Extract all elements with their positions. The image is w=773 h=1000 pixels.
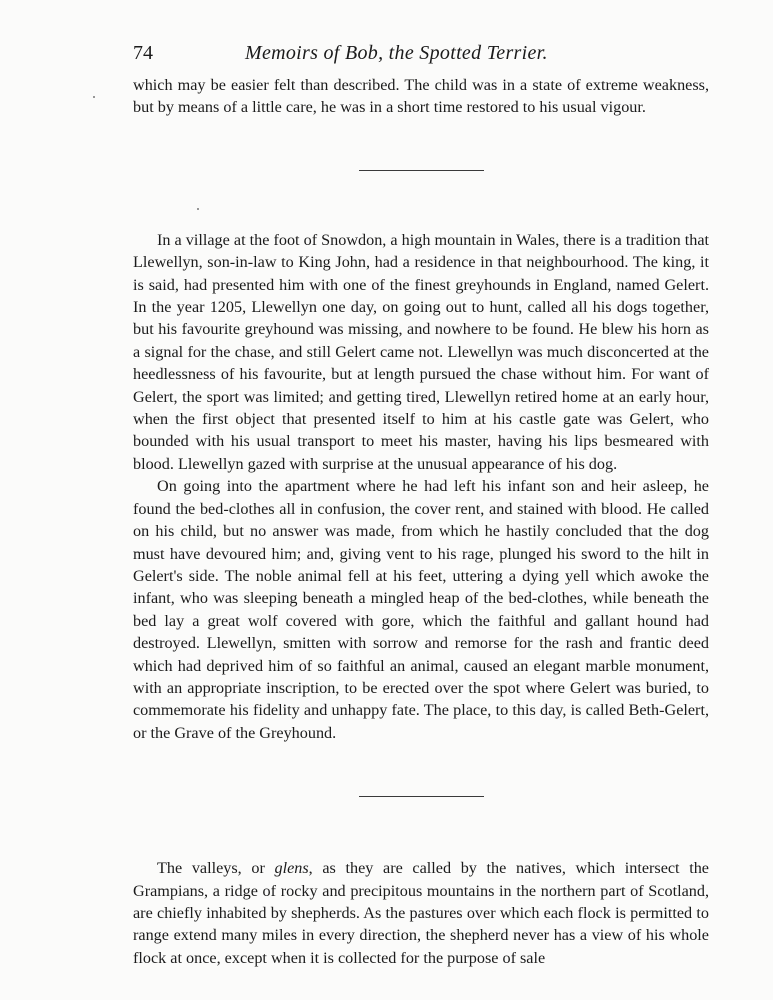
- section-divider: [359, 796, 484, 797]
- paragraph-grampian-shepherds: [133, 857, 709, 969]
- page-header: [133, 38, 709, 68]
- paragraph-gelert-death: On going into the apartment where he had left his infant son and heir asleep, he found the bed-clothes all in confusion, the cover rent, and stained with blood. He called on his child, but no answer was made, from which he hastily concluded that the dog must have devoured him; and, giving vent to his rage, plunged his sword to the hilt in Gelert's side. The noble animal fell at his feet, uttering a dying yell which awoke the infant, who was sleeping beneath a mingled heap of the bed-clothes, while beneath the bed lay a great wolf covered with gore, which the faithful and gallant hound had destroyed. Llewellyn, smitten with sorrow and remorse for the rash and frantic deed which had deprived him of so faithful an animal, caused an elegant marble monument, with an appropriate inscription, to be erected over the spot where Gelert was buried, to commemorate his fidelity and unhappy fate. The place, to this day, is called Beth-Gelert, or the Grave of the Greyhound.: [133, 477, 709, 742]
- paragraph-text-start: The valleys, or: [157, 859, 275, 878]
- italic-term-glens: glens: [274, 859, 309, 878]
- paragraph-gelert-tradition: In a village at the foot of Snowdon, a high mountain in Wales, there is a tradition that Llewellyn, son-in-law to King John, had a residence in that neighbourhood. The king, it is said, had presented him with one of the finest greyhounds in England, named Gelert. In the year 1205, Llewellyn one day, on going out to hunt, called all his dogs together, but his favourite greyhound was missing, and nowhere to be found. He blew his horn as a signal for the chase, and still Gelert came not. Llewellyn was much disconcerted at the heedlessness of his favourite, but at length pursued the chase without him. For want of Gelert, the sport was limited; and getting tired, Llewellyn retired home at an early hour, when the first object that presented itself to him at his castle gate was Gelert, who bounded with his usual transport to meet his master, having his lips besmeared with blood. Llewellyn gazed with surprise at the unusual appearance of his dog.: [133, 230, 709, 473]
- running-title: Memoirs of Bob, the Spotted Terrier.: [245, 42, 548, 64]
- paragraph-continuation: which may be easier felt than described. The child was in a state of extreme weakness, but by means of a little care, he was in a short time restored to his usual vigour.: [133, 76, 709, 117]
- paper-speck: [197, 208, 199, 210]
- section-divider: [359, 170, 484, 171]
- paragraph-text-end: , as they are called by the natives, which intersect the Grampians, a ridge of rocky and precipitous mountains in the northern part of Scotland, are chiefly inhabited by shepherds. As the pastures over which each flock is permitted to range extend many miles in every direction, the shepherd never has a view of his whole flock at once, except when it is collected for the purpose of sale: [133, 859, 709, 967]
- paper-speck: [93, 96, 95, 98]
- page-number: 74: [133, 42, 153, 64]
- book-page: [133, 38, 709, 969]
